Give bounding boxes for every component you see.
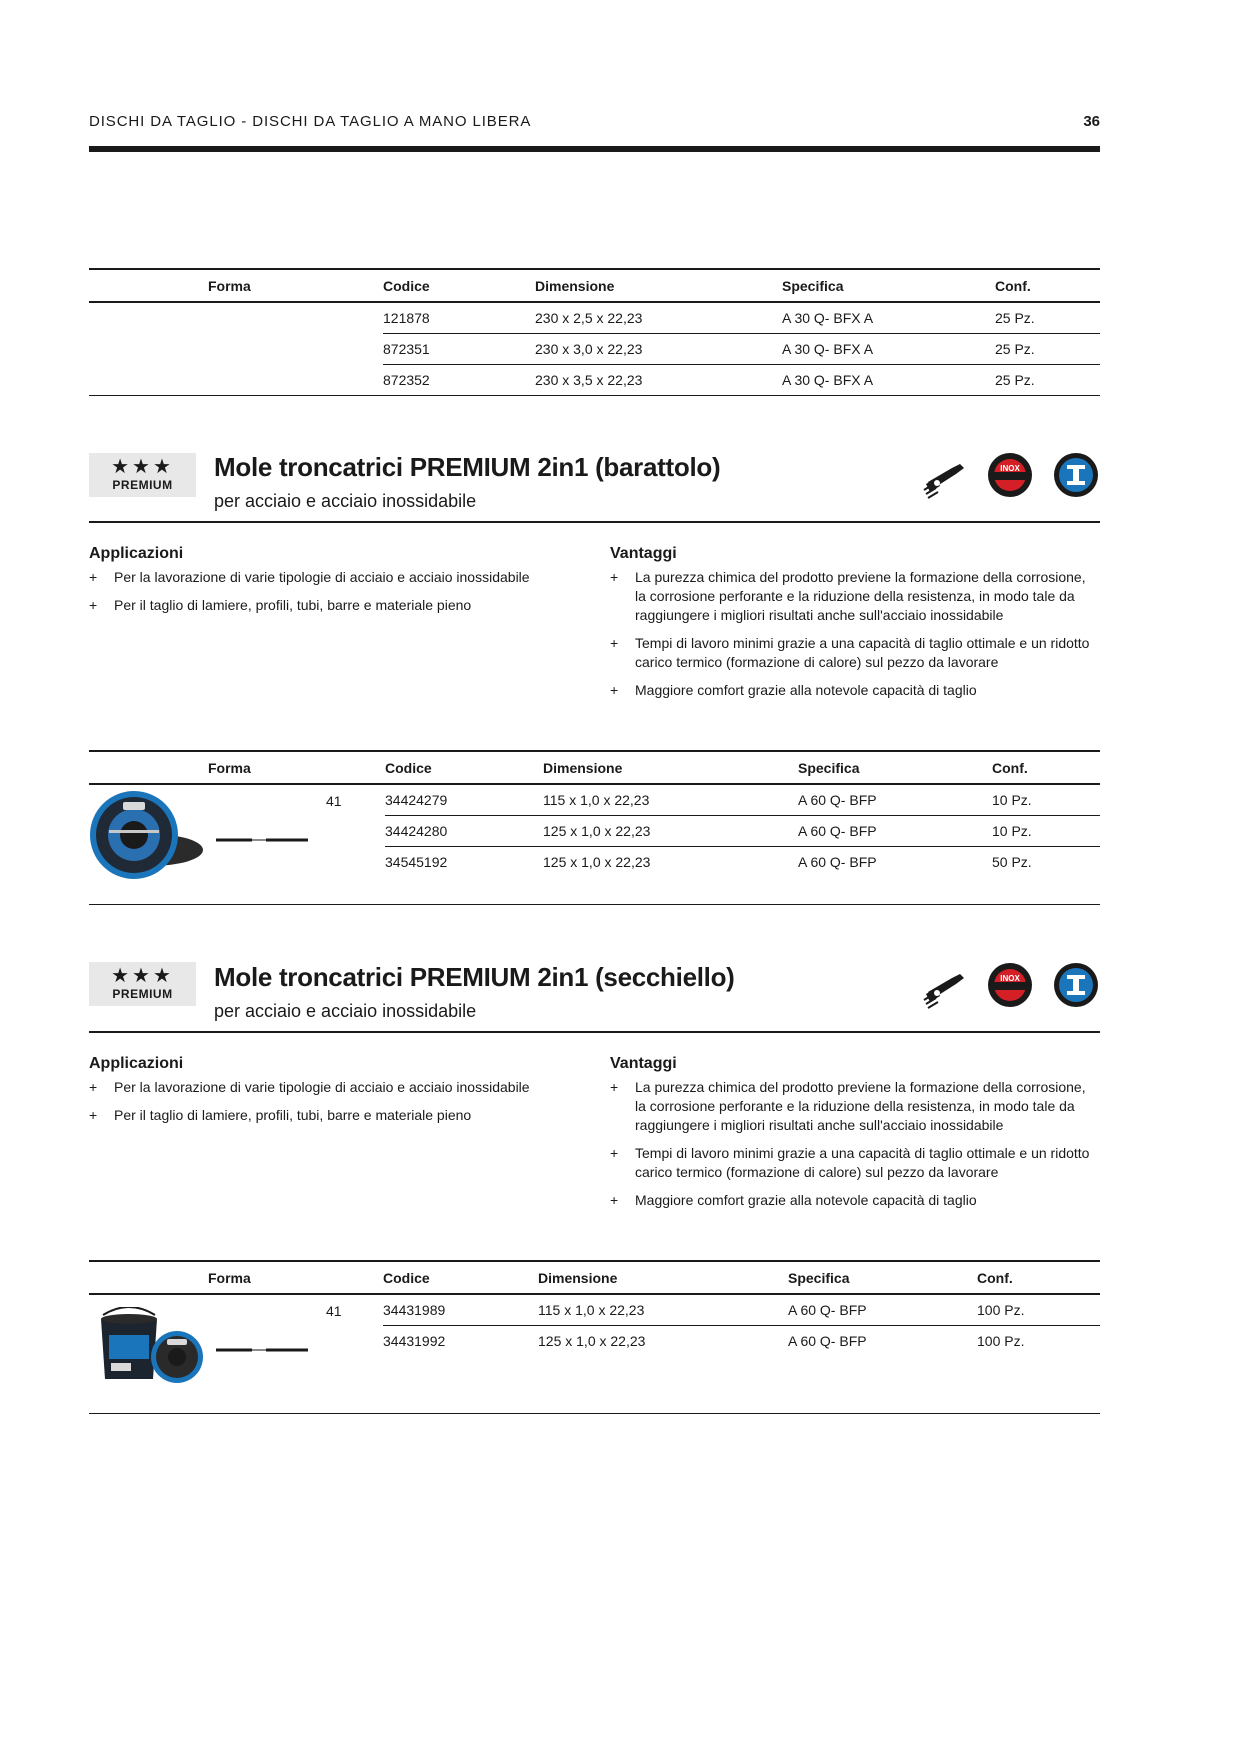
cell-specifica: A 60 Q- BFP [788,1333,867,1349]
cell-codice: 34431992 [383,1333,446,1349]
list-item: + Per la lavorazione di varie tipologie di acciaio e acciaio inossidabile [89,568,589,587]
col-header-forma: Forma [89,1261,383,1294]
table-header-row [89,269,1100,302]
forma-cell [89,302,383,396]
angle-grinder-icon [922,454,968,500]
cell-conf: 50 Pz. [992,854,1032,870]
section-rule [89,521,1100,523]
section-breadcrumb: DISCHI DA TAGLIO - DISCHI DA TAGLIO A MANO LIBERA [89,113,532,130]
inox-text: INOX [1000,464,1020,473]
cell-specifica: A 30 Q- BFX A [782,334,995,365]
inox-icon [988,453,1032,497]
col-header-dimensione: Dimensione [535,269,782,302]
list-item: + Maggiore comfort grazie alla notevole capacità di taglio [610,1191,1100,1210]
table-row [89,302,1100,334]
list-item: + Per il taglio di lamiere, profili, tubi, barre e materiale pieno [89,1106,589,1125]
col-header-conf: Conf. [995,269,1100,302]
col-header-codice: Codice [383,269,535,302]
cell-codice: 121878 [383,302,535,334]
inox-text: INOX [1000,974,1020,983]
product-subtitle: per acciaio e acciaio inossidabile [214,1001,477,1021]
cell-dimensione: 230 x 2,5 x 22,23 [535,302,782,334]
applicazioni-heading: Applicazioni [89,1055,184,1072]
col-header-dimensione: Dimensione [538,1261,788,1294]
col-header-specifica: Specifica [798,751,992,784]
forma-number: 41 [326,1303,342,1319]
vantaggi-list [610,568,1100,709]
cell-specifica: A 60 Q- BFP [798,854,877,870]
product-table-1 [89,750,1100,905]
cell-dimensione: 125 x 1,0 x 22,23 [543,854,651,870]
applicazioni-list [89,568,589,624]
cell-codice: 34545192 [385,854,448,870]
table-row [89,1294,1100,1326]
col-header-specifica: Specifica [782,269,995,302]
cell-codice: 34424279 [385,784,543,816]
applicazioni-list [89,1078,589,1134]
col-header-specifica: Specifica [788,1261,977,1294]
cell-dimensione: 115 x 1,0 x 22,23 [543,784,798,816]
cell-specifica: A 30 Q- BFX A [782,365,995,396]
col-header-conf: Conf. [992,751,1100,784]
cell-dimensione: 115 x 1,0 x 22,23 [538,1294,788,1326]
premium-badge [89,962,196,1006]
cell-conf: 25 Pz. [995,302,1100,334]
inox-icon [988,963,1032,1007]
disc-profile-icon [216,1347,308,1353]
cell-dimensione: 230 x 3,5 x 22,23 [535,365,782,396]
forma-cell [89,784,385,905]
section-rule [89,1031,1100,1033]
vantaggi-heading: Vantaggi [610,545,677,562]
steel-beam-icon [1054,963,1098,1007]
product-title: Mole troncatrici PREMIUM 2in1 (barattolo) [214,452,721,482]
cell-conf: 10 Pz. [992,816,1100,847]
vantaggi-list [610,1078,1100,1219]
product-subtitle: per acciaio e acciaio inossidabile [214,491,477,511]
cell-codice: 34424280 [385,816,543,847]
product-bucket-image [97,1307,207,1383]
cell-specifica: A 30 Q- BFX A [782,302,995,334]
cell-dimensione: 125 x 1,0 x 22,23 [543,816,798,847]
cell-conf: 25 Pz. [995,365,1100,396]
col-header-codice: Codice [383,1261,538,1294]
table-header-row [89,1261,1100,1294]
cell-dimensione: 125 x 1,0 x 22,23 [538,1333,646,1349]
cell-conf: 10 Pz. [992,784,1100,816]
cell-conf: 100 Pz. [977,1333,1025,1349]
cell-codice: 872351 [383,334,535,365]
product-title: Mole troncatrici PREMIUM 2in1 (secchiello) [214,962,735,992]
cell-dimensione: 230 x 3,0 x 22,23 [535,334,782,365]
table-row [89,784,1100,816]
cell-specifica: A 60 Q- BFP [798,816,992,847]
rating-stars: ★★★ [111,965,174,987]
product-tin-image [89,790,207,880]
page-number: 36 [1083,113,1100,130]
col-header-codice: Codice [385,751,543,784]
col-header-forma: Forma [89,751,385,784]
header-rule [89,146,1100,152]
rating-stars: ★★★ [111,456,174,478]
cell-specifica: A 60 Q- BFP [788,1294,977,1326]
list-item: + Per il taglio di lamiere, profili, tubi, barre e materiale pieno [89,596,589,615]
angle-grinder-icon [922,964,968,1010]
forma-number: 41 [326,793,342,809]
list-item: + Tempi di lavoro minimi grazie a una capacità di taglio ottimale e un ridotto carico termico (formazione di calore) sul pezzo da lavorare [610,1144,1100,1182]
premium-label: PREMIUM [112,478,173,492]
col-header-forma: Forma [89,269,383,302]
list-item: + La purezza chimica del prodotto previene la formazione della corrosione, la corrosione perforante e la riduzione della resistenza, in modo tale da raggiungere i migliori risultati anche sull'acciaio inossidabile [610,568,1100,625]
list-item: + Per la lavorazione di varie tipologie di acciaio e acciaio inossidabile [89,1078,589,1097]
premium-badge [89,453,196,497]
product-table-0 [89,268,1100,396]
product-table-2 [89,1260,1100,1414]
list-item: + Tempi di lavoro minimi grazie a una capacità di taglio ottimale e un ridotto carico termico (formazione di calore) sul pezzo da lavorare [610,634,1100,672]
premium-label: PREMIUM [112,987,173,1001]
list-item: + Maggiore comfort grazie alla notevole capacità di taglio [610,681,1100,700]
disc-profile-icon [216,837,308,843]
cell-conf: 25 Pz. [995,334,1100,365]
forma-cell [89,1294,383,1414]
cell-codice: 872352 [383,365,535,396]
cell-conf: 100 Pz. [977,1294,1100,1326]
col-header-conf: Conf. [977,1261,1100,1294]
vantaggi-heading: Vantaggi [610,1055,677,1072]
list-item: + La purezza chimica del prodotto previene la formazione della corrosione, la corrosione perforante e la riduzione della resistenza, in modo tale da raggiungere i migliori risultati anche sull'acciaio inossidabile [610,1078,1100,1135]
cell-codice: 34431989 [383,1294,538,1326]
table-header-row [89,751,1100,784]
applicazioni-heading: Applicazioni [89,545,184,562]
steel-beam-icon [1054,453,1098,497]
col-header-dimensione: Dimensione [543,751,798,784]
cell-specifica: A 60 Q- BFP [798,784,992,816]
